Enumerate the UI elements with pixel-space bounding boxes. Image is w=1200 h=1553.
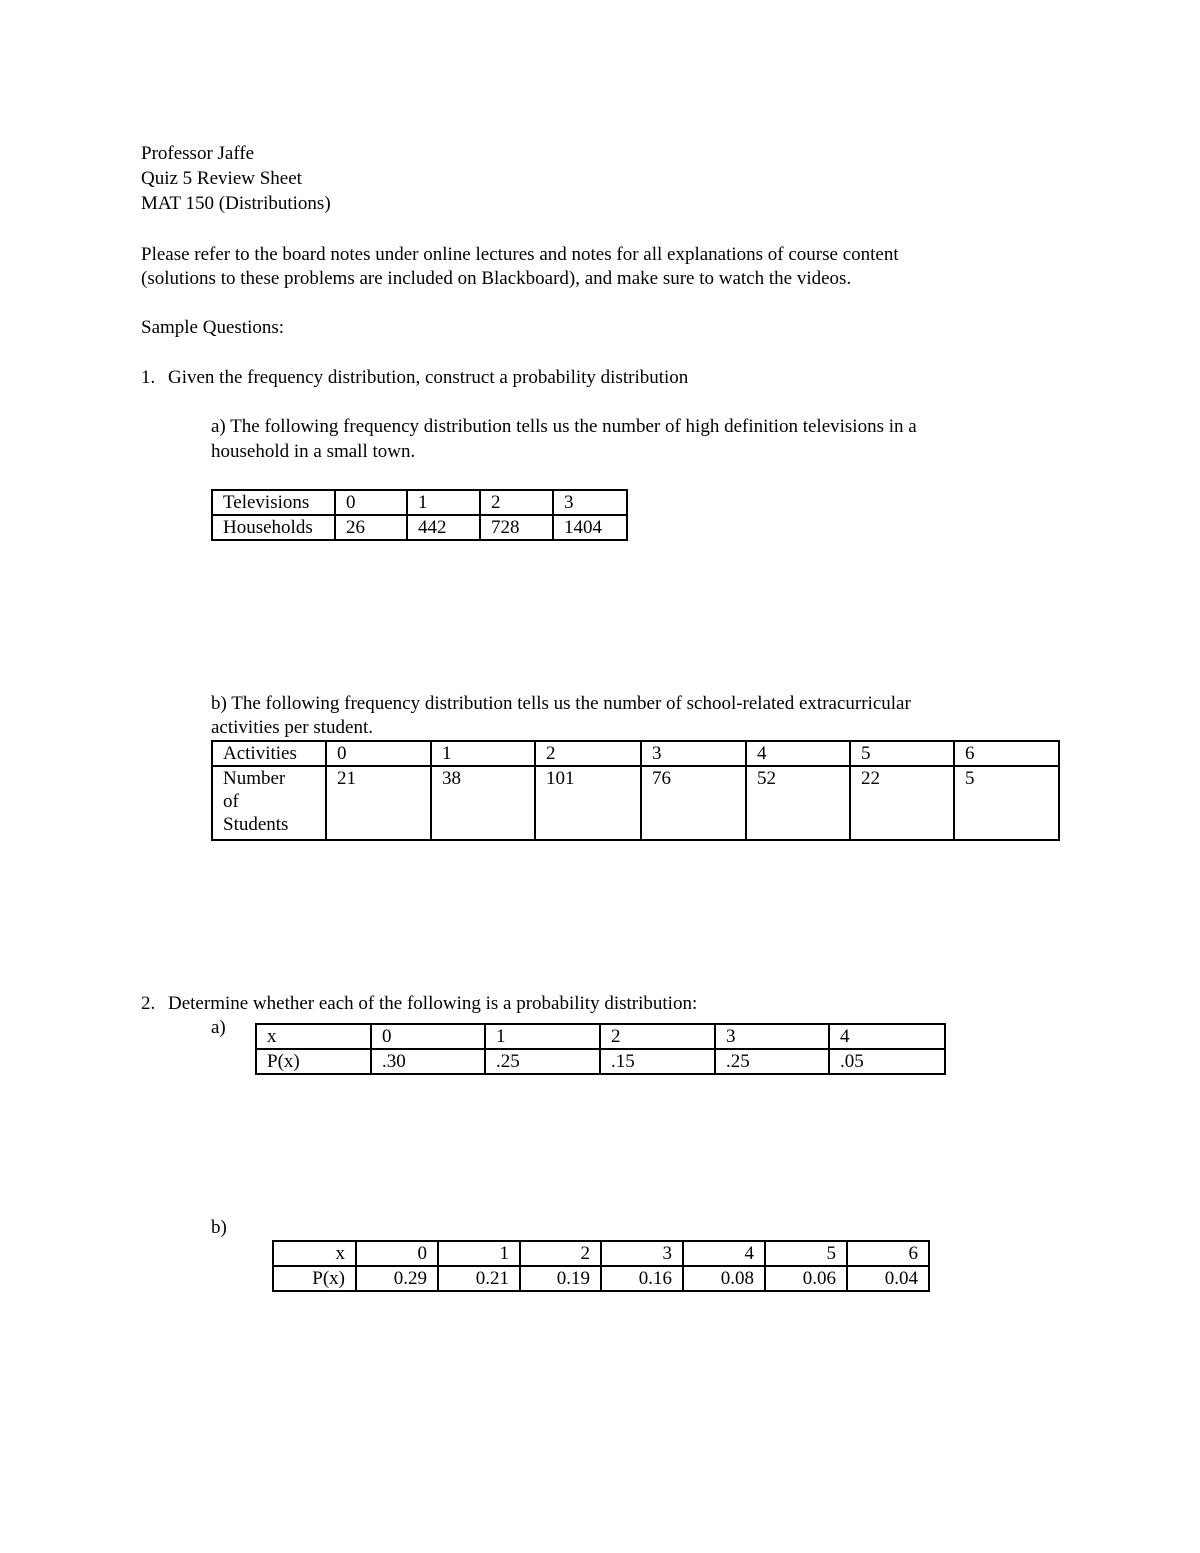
table-cell: 0.19: [520, 1266, 601, 1291]
table-cell: 1404: [553, 515, 627, 540]
table-cell: 5: [954, 766, 1059, 840]
table-cell: [212, 766, 326, 840]
table-cell: 3: [715, 1024, 829, 1049]
table-cell: 0.06: [765, 1266, 847, 1291]
table-cell: 6: [954, 741, 1059, 766]
row-label-line: Students: [223, 814, 289, 835]
table-row: [273, 1241, 929, 1266]
q1-number: 1.: [141, 367, 156, 388]
table-cell: 2: [520, 1241, 601, 1266]
table-cell: 6: [847, 1241, 929, 1266]
q1b-line-2: activities per student.: [211, 717, 373, 738]
table-cell: .25: [715, 1049, 829, 1074]
table-cell: 76: [641, 766, 746, 840]
table-cell: 0: [326, 741, 431, 766]
table-cell: 0.21: [438, 1266, 520, 1291]
table-cell: .05: [829, 1049, 945, 1074]
table-cell: x: [256, 1024, 371, 1049]
table-cell: 2: [600, 1024, 715, 1049]
table-cell: 3: [641, 741, 746, 766]
table-row: [212, 490, 627, 515]
table-cell: 5: [765, 1241, 847, 1266]
table-cell: Televisions: [212, 490, 335, 515]
table-cell: 0.08: [683, 1266, 765, 1291]
q1a-line-1: a) The following frequency distribution tells us the number of high definition televisions in a: [211, 416, 917, 437]
activities-table: [211, 740, 1060, 841]
q2b-probability-table: [272, 1240, 930, 1292]
table-row: [256, 1024, 945, 1049]
table-row: [273, 1266, 929, 1291]
table-cell: 38: [431, 766, 535, 840]
table-cell: 1: [438, 1241, 520, 1266]
table-cell: 3: [601, 1241, 683, 1266]
professor-name: Professor Jaffe: [141, 143, 255, 164]
table-cell: 1: [485, 1024, 600, 1049]
q2-number: 2.: [141, 993, 156, 1014]
table-cell: Households: [212, 515, 335, 540]
table-cell: P(x): [256, 1049, 371, 1074]
sample-questions-heading: Sample Questions:: [141, 317, 285, 338]
table-cell: .15: [600, 1049, 715, 1074]
quiz-title: Quiz 5 Review Sheet: [141, 168, 302, 189]
televisions-table: [211, 489, 628, 541]
table-cell: x: [273, 1241, 356, 1266]
table-cell: 0: [335, 490, 407, 515]
q2a-label: a): [211, 1017, 226, 1038]
table-cell: 2: [535, 741, 641, 766]
q2-prompt: Determine whether each of the following is a probability distribution:: [168, 993, 698, 1014]
table-cell: 0.04: [847, 1266, 929, 1291]
table-cell: .25: [485, 1049, 600, 1074]
table-row: [212, 741, 1059, 766]
table-cell: 22: [850, 766, 954, 840]
intro-line-2: (solutions to these problems are included on Blackboard), and make sure to watch the videos.: [141, 268, 852, 289]
table-cell: .30: [371, 1049, 485, 1074]
table-cell: 52: [746, 766, 850, 840]
table-cell: P(x): [273, 1266, 356, 1291]
table-cell: 728: [480, 515, 553, 540]
table-cell: 1: [431, 741, 535, 766]
table-cell: 4: [746, 741, 850, 766]
q1a-line-2: household in a small town.: [211, 441, 416, 462]
table-cell: 21: [326, 766, 431, 840]
table-cell: 442: [407, 515, 480, 540]
table-row: [212, 515, 627, 540]
table-cell: 0.16: [601, 1266, 683, 1291]
table-cell: 5: [850, 741, 954, 766]
table-cell: 4: [829, 1024, 945, 1049]
row-label-line: of: [223, 791, 239, 812]
table-cell: 3: [553, 490, 627, 515]
table-cell: 2: [480, 490, 553, 515]
intro-line-1: Please refer to the board notes under online lectures and notes for all explanations of course content: [141, 244, 899, 265]
course-title: MAT 150 (Distributions): [141, 193, 331, 214]
table-cell: 0.29: [356, 1266, 438, 1291]
table-cell: 1: [407, 490, 480, 515]
table-cell: 101: [535, 766, 641, 840]
table-row: [212, 766, 1059, 840]
table-cell: 26: [335, 515, 407, 540]
table-cell: 0: [356, 1241, 438, 1266]
q2a-probability-table: [255, 1023, 946, 1075]
table-cell: 0: [371, 1024, 485, 1049]
q1b-line-1: b) The following frequency distribution tells us the number of school-related extracurricular: [211, 693, 911, 714]
row-label-line: Number: [223, 768, 286, 789]
table-row: [256, 1049, 945, 1074]
q2b-label: b): [211, 1217, 227, 1238]
table-cell: Activities: [212, 741, 326, 766]
q1-prompt: Given the frequency distribution, construct a probability distribution: [168, 367, 689, 388]
table-cell: 4: [683, 1241, 765, 1266]
